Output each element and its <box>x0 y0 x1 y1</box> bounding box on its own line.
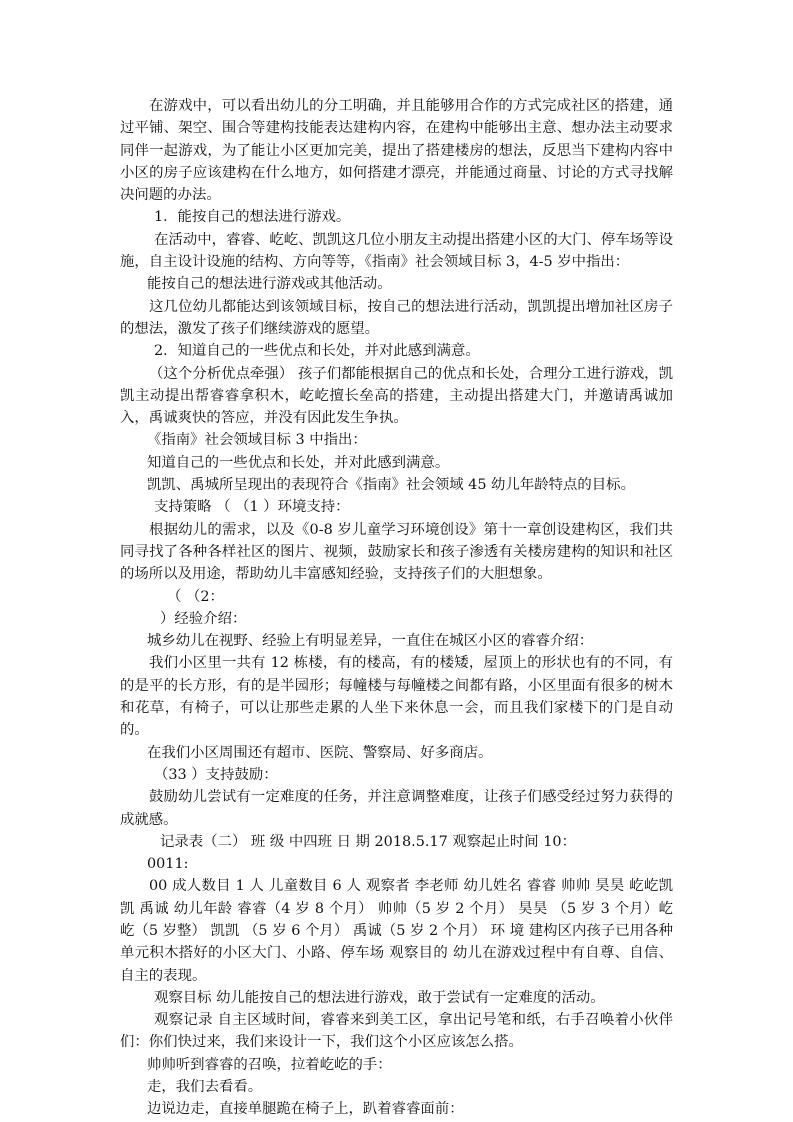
heading-point-1: 1．能按自己的想法进行游戏。 <box>154 209 351 226</box>
paragraph-shuaishuai-hears: 帅帅听到睿睿的召唤，拉着屹屹的手： <box>147 1056 392 1073</box>
heading-point-2b: （ （2： <box>167 588 224 605</box>
paragraph-guide-ref: 《指南》社会领域目标 3 中指出： <box>147 432 367 449</box>
paragraph-record-details: 00 成人数目 1 人 儿童数目 6 人 观察者 李老师 幼儿姓名 睿睿 帅帅 昊昊 屹屹凯凯 禹诚 幼儿年龄 睿睿（4 岁 8 个月） 帅帅（5 岁 2 个月） 昊昊 （5 岁 3 个月）屹屹（5 岁整） 凯凯 （5 岁 6 个月） 禹诚（5 岁 2 个月） 环 境 建构区内孩子已用各种单元积木搭好的小区大门、小路、停车场 观察目的 幼儿在游戏过程中有自尊、自信、自主的表现。 <box>120 878 673 984</box>
heading-point-2: 2．知道自己的一些优点和长处，并对此感到满意。 <box>154 343 480 360</box>
paragraph-activity: 在活动中，睿睿、屹屹、凯凯这几位小朋友主动提出搭建小区的大门、停车场等设施，自主设计设施的结构、方向等等，《指南》社会领域目标 3，4-5 岁中指出： <box>120 231 673 271</box>
paragraph-observation-goal: 观察目标 幼儿能按自己的想法进行游戏，敢于尝试有一定难度的活动。 <box>154 989 605 1006</box>
paragraph-time-code: 0011: <box>147 856 189 873</box>
heading-experience: ）经验介绍： <box>160 610 247 627</box>
heading-encouragement: （33 ）支持鼓励： <box>154 766 278 783</box>
paragraph-community-description: 我们小区里一共有 12 栋楼，有的楼高，有的楼矮，屋顶上的形状也有的不同，有的是平的长方形，有的是半园形；每幢楼与每幢楼之间都有路，小区里面有很多的树木和花草，有椅子，可以让那些走累的人坐下来休息一会，而且我们家楼下的门是自动的。 <box>120 655 673 739</box>
paragraph-observation-record: 观察记录 自主区域时间，睿睿来到美工区，拿出记号笔和纸，右手召唤着小伙伴们：你们快过来，我们来设计一下，我们这个小区应该怎么搭。 <box>120 1012 673 1051</box>
paragraph-encouragement: 鼓励幼儿尝试有一定难度的任务，并注意调整难度，让孩子们感受经过努力获得的成就感。 <box>120 789 673 828</box>
paragraph-analysis-1: 这几位幼儿都能达到该领域目标，按自己的想法进行活动，凯凯提出增加社区房子的想法，激发了孩子们继续游戏的愿望。 <box>120 298 673 337</box>
paragraph-quote-1: 能按自己的想法进行游戏或其他活动。 <box>147 276 392 293</box>
paragraph-surroundings: 在我们小区周围还有超市、医院、警察局、好多商店。 <box>147 744 493 761</box>
paragraph-strengths: （这个分析优点牵强） 孩子们都能根据自己的优点和长处，合理分工进行游戏，凯凯主动提出帮睿睿拿积木，屹屹擅长垒高的搭建，主动提出搭建大门，并邀请禹诚加入，禹诚爽快的答应，并没有因此发生争执。 <box>120 365 673 427</box>
paragraph-environment-support: 根据幼儿的需求，以及《0-8 岁儿童学习环境创设》第十一章创设建构区，我们共同寻找了各种各样社区的图片、视频，鼓励家长和孩子渗透有关楼房建构的知识和社区的场所以及用途，帮助幼儿丰富感知经验，支持孩子们的大胆想象。 <box>120 521 673 583</box>
heading-record-table: 记录表（二） 班 级 中四班 日 期 2018.5.17 观察起止时间 10： <box>160 833 576 850</box>
heading-support-strategy: 支持策略 （ （1 ）环境支持： <box>154 499 350 516</box>
paragraph-analysis-2: 凯凯、禹城所呈现出的表现符合《指南》社会领域 45 幼儿年龄特点的目标。 <box>147 477 635 494</box>
paragraph-kneel: 边说边走，直接单腿跪在椅子上，趴着睿睿面前： <box>147 1101 464 1118</box>
paragraph-quote-2: 知道自己的一些优点和长处，并对此感到满意。 <box>147 454 450 471</box>
paragraph-experience-intro: 城乡幼儿在视野、经验上有明显差异，一直住在城区小区的睿睿介绍： <box>147 633 594 650</box>
paragraph-lets-go: 走，我们去看看。 <box>147 1079 263 1096</box>
paragraph-summary: 在游戏中，可以看出幼儿的分工明确，并且能够用合作的方式完成社区的搭建，通过平铺、架空、围合等建构技能表达建构内容，在建构中能够出主意、想办法主动要求同伴一起游戏，为了能让小区更加完美，提出了搭建楼房的想法，反思当下建构内容中小区的房子应该建构在什么地方，如何搭建才漂亮，并能通过商量、讨论的方式寻找解决问题的办法。 <box>120 98 673 204</box>
